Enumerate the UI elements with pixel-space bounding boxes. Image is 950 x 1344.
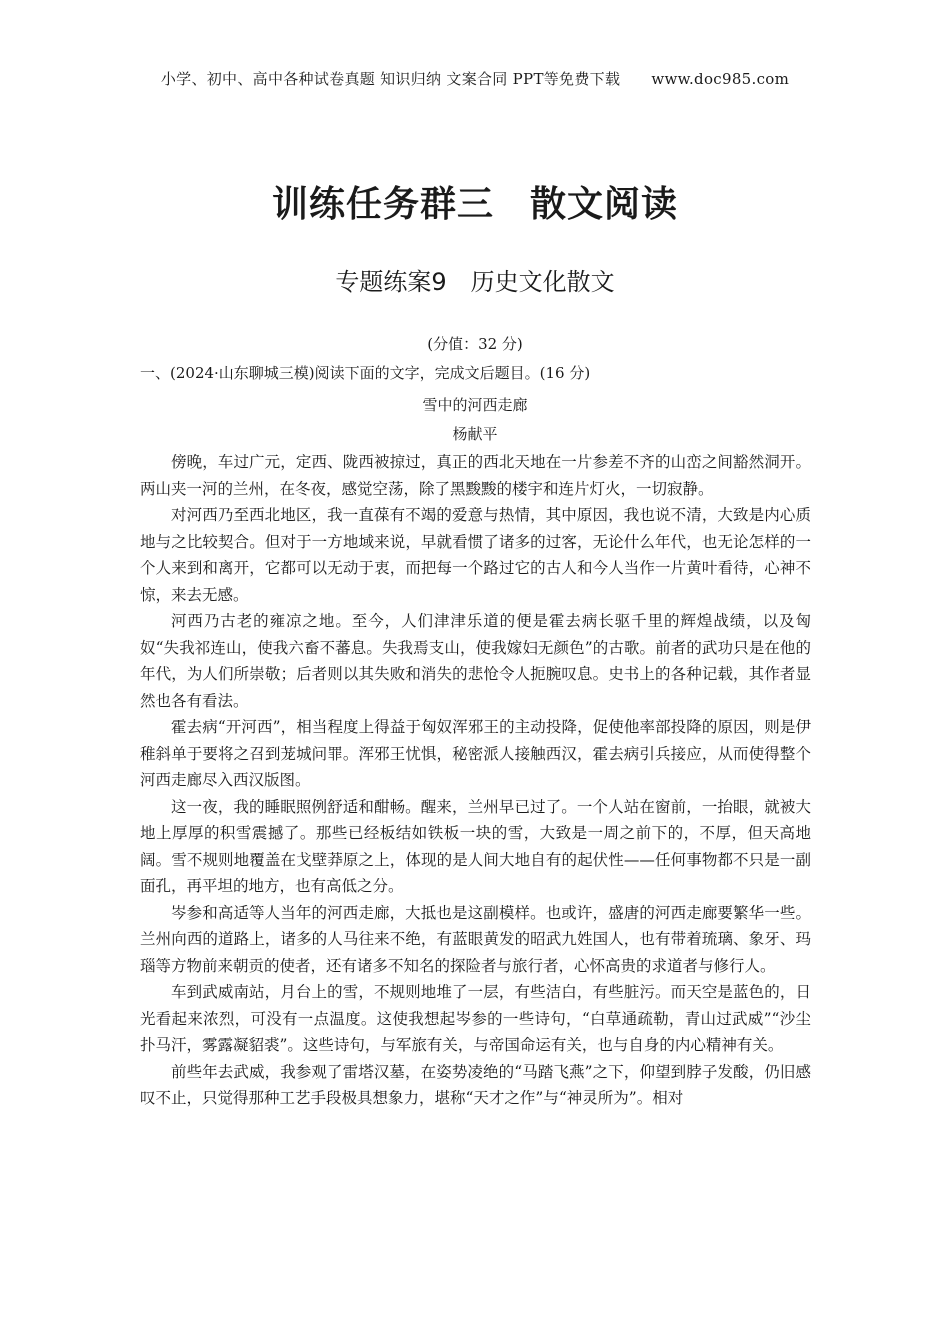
header-site-link[interactable]: www.doc985.com bbox=[651, 70, 790, 88]
article-paragraph: 这一夜，我的睡眠照例舒适和酣畅。醒来，兰州早已过了。一个人站在窗前，一抬眼，就被大地上厚厚的积雪震撼了。那些已经板结如铁板一块的雪，大致是一周之前下的，不厚，但天高地阔。雪不规则地覆盖在戈壁莽原之上，体现的是人间大地自有的起伏性——任何事物都不只是一副面孔，再平坦的地方，也有高低之分。 bbox=[140, 797, 811, 895]
article-paragraph: 岑参和高适等人当年的河西走廊，大抵也是这副模样。也或许，盛唐的河西走廊要繁华一些。兰州向西的道路上，诸多的人马往来不绝，有蓝眼黄发的昭武九姓国人，也有带着琉璃、象牙、玛瑙等方物前来朝贡的使者，还有诸多不知名的探险者与旅行者，心怀高贵的求道者与修行人。 bbox=[140, 903, 811, 975]
page-subtitle-part2: 历史文化散文 bbox=[470, 268, 615, 296]
header-description: 小学、初中、高中各种试卷真题 知识归纳 文案合同 PPT等免费下载 bbox=[160, 70, 621, 88]
page-subtitle bbox=[0, 262, 950, 297]
article-author: 杨献平 bbox=[452, 425, 498, 443]
page-title-part2: 散文阅读 bbox=[530, 184, 679, 225]
article-paragraph: 傍晚，车过广元，定西、陇西被掠过，真正的西北天地在一片参差不齐的山峦之间豁然洞开。两山夹一河的兰州，在冬夜，感觉空荡，除了黑黢黢的楼宇和连片灯火，一切寂静。 bbox=[140, 453, 811, 498]
score-note: (分值：32 分) bbox=[427, 335, 523, 353]
page-subtitle-part1: 专题练案9 bbox=[335, 268, 447, 296]
question-instruction: 一、(2024·山东聊城三模)阅读下面的文字，完成文后题目。(16 分) bbox=[140, 364, 591, 382]
article-paragraph: 车到武威南站，月台上的雪，不规则地堆了一层，有些洁白，有些脏污。而天空是蓝色的，日光看起来浓烈，可没有一点温度。这使我想起岑参的一些诗句，“白草通疏勒，青山过武威”“沙尘扑马汗，雾露凝貂裘”。这些诗句，与军旅有关，与帝国命运有关，也与自身的内心精神有关。 bbox=[140, 983, 811, 1054]
page-title bbox=[0, 176, 950, 227]
article-paragraph: 霍去病“开河西”，相当程度上得益于匈奴浑邪王的主动投降，促使他率部投降的原因，则是伊稚斜单于要将之召到茏城问罪。浑邪王忧惧，秘密派人接触西汉，霍去病引兵接应，从而使得整个河西走廊尽入西汉版图。 bbox=[140, 718, 811, 789]
page-title-part1: 训练任务群三 bbox=[271, 184, 494, 225]
article-body bbox=[140, 449, 811, 1112]
page-header bbox=[0, 68, 950, 89]
article-paragraph: 河西乃古老的雍凉之地。至今，人们津津乐道的便是霍去病长驱千里的辉煌战绩，以及匈奴“失我祁连山，使我六畜不蕃息。失我焉支山，使我嫁妇无颜色”的古歌。前者的武功只是在他的年代，为人们所崇敬；后者则以其失败和消失的悲怆令人扼腕叹息。史书上的各种记载，其作者显然也各有看法。 bbox=[140, 612, 811, 710]
article-title: 雪中的河西走廊 bbox=[422, 396, 528, 414]
article-paragraph: 对河西乃至西北地区，我一直葆有不竭的爱意与热情，其中原因，我也说不清，大致是内心质地与之比较契合。但对于一方地域来说，早就看惯了诸多的过客，无论什么年代，也无论怎样的一个人来到和离开，它都可以无动于衷，而把每一个路过它的古人和今人当作一片黄叶看待，心神不惊，来去无感。 bbox=[140, 506, 811, 604]
article-paragraph: 前些年去武威，我参观了雷塔汉墓，在姿势凌绝的“马踏飞燕”之下，仰望到脖子发酸，仍旧感叹不止，只觉得那种工艺手段极具想象力，堪称“天才之作”与“神灵所为”。相对 bbox=[140, 1062, 811, 1107]
